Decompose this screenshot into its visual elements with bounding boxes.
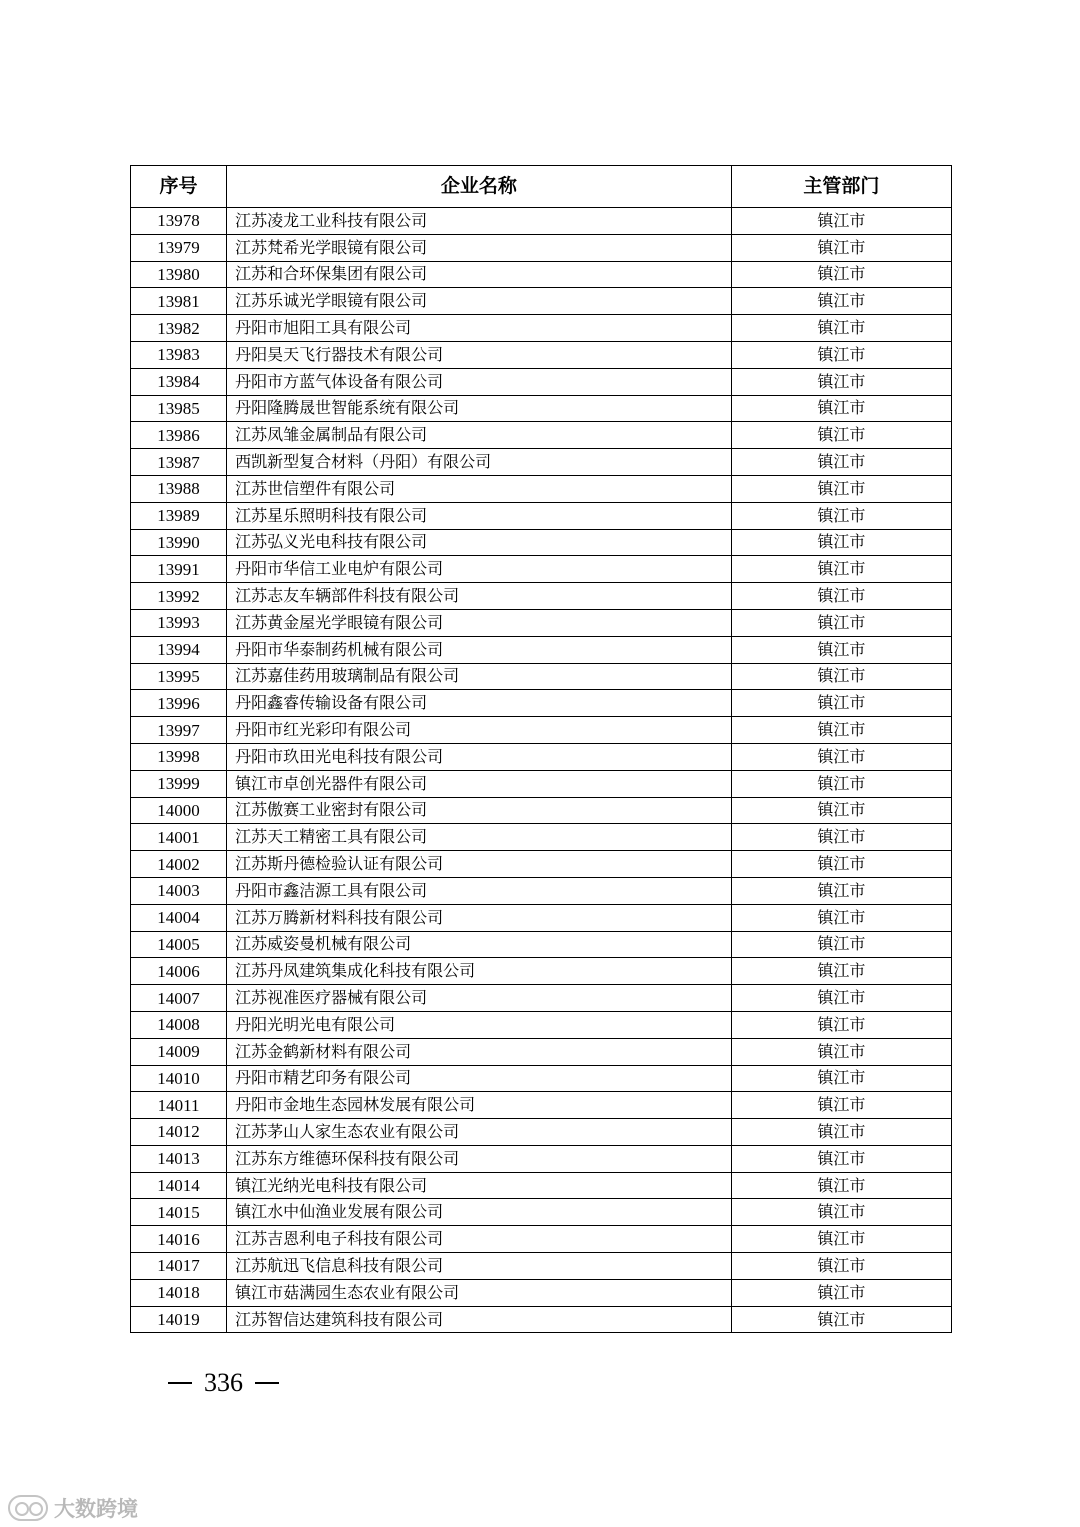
department-cell: 镇江市 (731, 1199, 951, 1226)
serial-number-cell: 14000 (131, 797, 227, 824)
department-cell: 镇江市 (731, 1092, 951, 1119)
serial-number-cell: 13998 (131, 743, 227, 770)
serial-number-cell: 14010 (131, 1065, 227, 1092)
table-row (131, 985, 952, 1012)
department-cell: 镇江市 (731, 475, 951, 502)
department-cell: 镇江市 (731, 1226, 951, 1253)
table-row (131, 1038, 952, 1065)
company-name-cell: 镇江市菇满园生态农业有限公司 (227, 1279, 732, 1306)
serial-number-cell: 14016 (131, 1226, 227, 1253)
company-name-cell: 江苏万腾新材料科技有限公司 (227, 904, 732, 931)
serial-number-cell: 13992 (131, 583, 227, 610)
department-cell: 镇江市 (731, 502, 951, 529)
company-name-cell: 江苏天工精密工具有限公司 (227, 824, 732, 851)
serial-number-cell: 13990 (131, 529, 227, 556)
company-name-cell: 江苏凤雏金属制品有限公司 (227, 422, 732, 449)
company-name-cell: 江苏黄金屋光学眼镜有限公司 (227, 609, 732, 636)
department-cell: 镇江市 (731, 931, 951, 958)
serial-number-cell: 14004 (131, 904, 227, 931)
company-name-cell: 丹阳市华信工业电炉有限公司 (227, 556, 732, 583)
table-row (131, 1011, 952, 1038)
department-cell: 镇江市 (731, 1172, 951, 1199)
serial-number-cell: 13979 (131, 234, 227, 261)
table-row (131, 556, 952, 583)
table-row (131, 449, 952, 476)
serial-number-cell: 14018 (131, 1279, 227, 1306)
table-row (131, 1279, 952, 1306)
department-cell: 镇江市 (731, 904, 951, 931)
serial-number-cell: 13987 (131, 449, 227, 476)
table-row (131, 958, 952, 985)
department-cell: 镇江市 (731, 958, 951, 985)
page-footer (168, 1368, 279, 1398)
company-name-cell: 江苏视准医疗器械有限公司 (227, 985, 732, 1012)
company-name-cell: 丹阳昊天飞行器技术有限公司 (227, 341, 732, 368)
department-cell: 镇江市 (731, 609, 951, 636)
table-row (131, 663, 952, 690)
company-name-cell: 镇江水中仙渔业发展有限公司 (227, 1199, 732, 1226)
table-row (131, 609, 952, 636)
department-cell: 镇江市 (731, 422, 951, 449)
department-cell: 镇江市 (731, 1279, 951, 1306)
department-cell: 镇江市 (731, 1306, 951, 1333)
company-name-cell: 丹阳市华泰制药机械有限公司 (227, 636, 732, 663)
footer-right-dash (255, 1382, 279, 1384)
serial-number-cell: 14007 (131, 985, 227, 1012)
department-cell: 镇江市 (731, 636, 951, 663)
serial-number-cell: 13982 (131, 315, 227, 342)
company-name-cell: 丹阳市金地生态园林发展有限公司 (227, 1092, 732, 1119)
table-row (131, 475, 952, 502)
table-row (131, 395, 952, 422)
table-row (131, 1092, 952, 1119)
department-cell: 镇江市 (731, 743, 951, 770)
department-cell: 镇江市 (731, 797, 951, 824)
department-cell: 镇江市 (731, 315, 951, 342)
table-row (131, 502, 952, 529)
serial-number-cell: 13989 (131, 502, 227, 529)
department-cell: 镇江市 (731, 261, 951, 288)
serial-number-cell: 14013 (131, 1145, 227, 1172)
serial-number-cell: 13984 (131, 368, 227, 395)
serial-number-cell: 14008 (131, 1011, 227, 1038)
company-name-cell: 丹阳市方蓝气体设备有限公司 (227, 368, 732, 395)
serial-number-cell: 13994 (131, 636, 227, 663)
company-name-cell: 江苏乐诚光学眼镜有限公司 (227, 288, 732, 315)
department-cell: 镇江市 (731, 341, 951, 368)
table-body (131, 208, 952, 1333)
department-cell: 镇江市 (731, 690, 951, 717)
department-cell: 镇江市 (731, 395, 951, 422)
company-name-cell: 江苏志友车辆部件科技有限公司 (227, 583, 732, 610)
serial-number-cell: 13981 (131, 288, 227, 315)
department-cell: 镇江市 (731, 208, 951, 235)
serial-number-cell: 13996 (131, 690, 227, 717)
department-cell: 镇江市 (731, 1065, 951, 1092)
company-name-cell: 江苏威姿曼机械有限公司 (227, 931, 732, 958)
company-name-cell: 江苏星乐照明科技有限公司 (227, 502, 732, 529)
table-row (131, 261, 952, 288)
footer-left-dash (168, 1382, 192, 1384)
serial-number-cell: 14002 (131, 851, 227, 878)
table-row (131, 770, 952, 797)
watermark (8, 1493, 138, 1523)
company-name-cell: 江苏金鹤新材料有限公司 (227, 1038, 732, 1065)
table-row (131, 368, 952, 395)
serial-number-cell: 14012 (131, 1119, 227, 1146)
serial-number-cell: 13988 (131, 475, 227, 502)
serial-number-cell: 14015 (131, 1199, 227, 1226)
company-name-cell: 江苏吉恩利电子科技有限公司 (227, 1226, 732, 1253)
serial-number-cell: 13993 (131, 609, 227, 636)
table-row (131, 877, 952, 904)
enterprise-table (130, 165, 952, 1333)
table-row (131, 529, 952, 556)
company-name-cell: 江苏世信塑件有限公司 (227, 475, 732, 502)
link-logo-icon (8, 1495, 48, 1521)
department-cell: 镇江市 (731, 234, 951, 261)
serial-number-cell: 14019 (131, 1306, 227, 1333)
department-cell: 镇江市 (731, 1038, 951, 1065)
table-row (131, 797, 952, 824)
department-cell: 镇江市 (731, 717, 951, 744)
table-row (131, 904, 952, 931)
company-name-cell: 丹阳光明光电有限公司 (227, 1011, 732, 1038)
company-name-cell: 江苏凌龙工业科技有限公司 (227, 208, 732, 235)
serial-number-cell: 13978 (131, 208, 227, 235)
table-row (131, 690, 952, 717)
table-row (131, 1119, 952, 1146)
company-name-cell: 江苏斯丹德检验认证有限公司 (227, 851, 732, 878)
serial-number-cell: 13983 (131, 341, 227, 368)
table-row (131, 1145, 952, 1172)
department-cell: 镇江市 (731, 1011, 951, 1038)
header-company-name: 企业名称 (227, 166, 732, 208)
table-row (131, 1253, 952, 1280)
table-row (131, 851, 952, 878)
serial-number-cell: 14006 (131, 958, 227, 985)
table-row (131, 315, 952, 342)
table-row (131, 208, 952, 235)
department-cell: 镇江市 (731, 877, 951, 904)
company-name-cell: 西凯新型复合材料（丹阳）有限公司 (227, 449, 732, 476)
serial-number-cell: 14014 (131, 1172, 227, 1199)
serial-number-cell: 13991 (131, 556, 227, 583)
department-cell: 镇江市 (731, 529, 951, 556)
company-name-cell: 江苏茅山人家生态农业有限公司 (227, 1119, 732, 1146)
serial-number-cell: 13980 (131, 261, 227, 288)
table-row (131, 931, 952, 958)
company-name-cell: 江苏东方维德环保科技有限公司 (227, 1145, 732, 1172)
serial-number-cell: 13995 (131, 663, 227, 690)
table-row (131, 288, 952, 315)
company-name-cell: 丹阳市旭阳工具有限公司 (227, 315, 732, 342)
table-row (131, 743, 952, 770)
table-row (131, 583, 952, 610)
serial-number-cell: 13997 (131, 717, 227, 744)
company-name-cell: 江苏傲赛工业密封有限公司 (227, 797, 732, 824)
table-row (131, 234, 952, 261)
department-cell: 镇江市 (731, 851, 951, 878)
serial-number-cell: 13999 (131, 770, 227, 797)
serial-number-cell: 13986 (131, 422, 227, 449)
serial-number-cell: 14001 (131, 824, 227, 851)
company-name-cell: 江苏弘义光电科技有限公司 (227, 529, 732, 556)
table-row (131, 1065, 952, 1092)
company-name-cell: 江苏丹凤建筑集成化科技有限公司 (227, 958, 732, 985)
serial-number-cell: 14003 (131, 877, 227, 904)
department-cell: 镇江市 (731, 824, 951, 851)
department-cell: 镇江市 (731, 1253, 951, 1280)
table-row (131, 824, 952, 851)
department-cell: 镇江市 (731, 985, 951, 1012)
watermark-text: 大数跨境 (54, 1497, 138, 1521)
company-name-cell: 江苏嘉佳药用玻璃制品有限公司 (227, 663, 732, 690)
table-row (131, 717, 952, 744)
header-department: 主管部门 (731, 166, 951, 208)
serial-number-cell: 14005 (131, 931, 227, 958)
company-name-cell: 江苏智信达建筑科技有限公司 (227, 1306, 732, 1333)
company-name-cell: 江苏和合环保集团有限公司 (227, 261, 732, 288)
serial-number-cell: 14011 (131, 1092, 227, 1119)
serial-number-cell: 14009 (131, 1038, 227, 1065)
table-row (131, 1306, 952, 1333)
department-cell: 镇江市 (731, 556, 951, 583)
department-cell: 镇江市 (731, 449, 951, 476)
department-cell: 镇江市 (731, 583, 951, 610)
table-header-row (131, 166, 952, 208)
company-name-cell: 丹阳市鑫洁源工具有限公司 (227, 877, 732, 904)
serial-number-cell: 13985 (131, 395, 227, 422)
table-row (131, 422, 952, 449)
page-number: 336 (204, 1368, 243, 1397)
table-row (131, 636, 952, 663)
department-cell: 镇江市 (731, 1119, 951, 1146)
company-name-cell: 丹阳市精艺印务有限公司 (227, 1065, 732, 1092)
department-cell: 镇江市 (731, 663, 951, 690)
department-cell: 镇江市 (731, 770, 951, 797)
company-name-cell: 江苏航迅飞信息科技有限公司 (227, 1253, 732, 1280)
table-row (131, 1172, 952, 1199)
department-cell: 镇江市 (731, 1145, 951, 1172)
company-name-cell: 丹阳市红光彩印有限公司 (227, 717, 732, 744)
department-cell: 镇江市 (731, 288, 951, 315)
serial-number-cell: 14017 (131, 1253, 227, 1280)
company-name-cell: 丹阳隆腾晟世智能系统有限公司 (227, 395, 732, 422)
company-name-cell: 丹阳市玖田光电科技有限公司 (227, 743, 732, 770)
company-name-cell: 镇江光纳光电科技有限公司 (227, 1172, 732, 1199)
company-name-cell: 丹阳鑫睿传输设备有限公司 (227, 690, 732, 717)
department-cell: 镇江市 (731, 368, 951, 395)
table-row (131, 1226, 952, 1253)
company-name-cell: 镇江市卓创光器件有限公司 (227, 770, 732, 797)
table-row (131, 341, 952, 368)
header-serial-number: 序号 (131, 166, 227, 208)
table-row (131, 1199, 952, 1226)
company-name-cell: 江苏梵希光学眼镜有限公司 (227, 234, 732, 261)
